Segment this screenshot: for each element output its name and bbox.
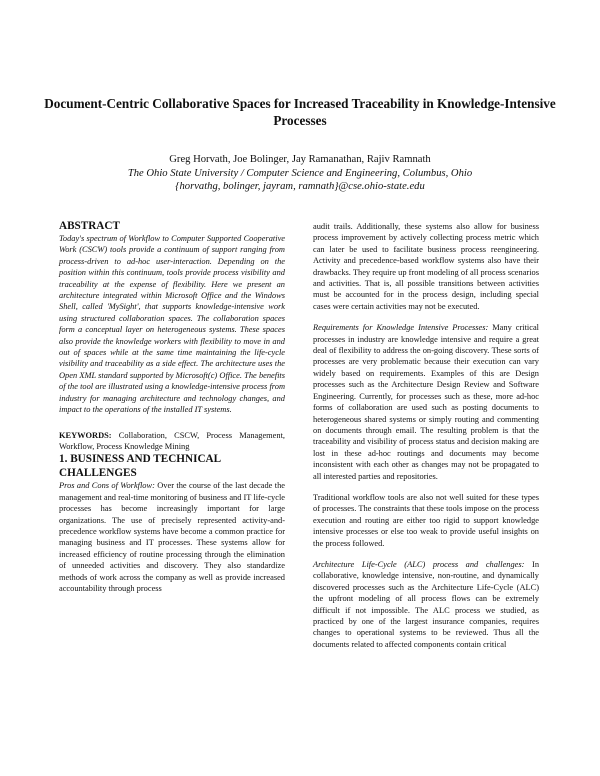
- paragraph-lead: Requirements for Knowledge Intensive Processes:: [313, 323, 489, 333]
- section-1-paragraph: [59, 480, 285, 594]
- paragraph-text: Over the course of the last decade the management and real-time monitoring of business and IT life-cycle processes has become increasingly important for large organizations. The use of precisely represented activity-and-precedence workflow systems have become a common practice for managing business and IT processes. These systems allow for increased efficiency of routine processing through the elimination of unneeded activities and discovery. They also standardize methods of work across the company as well as provide increased accountability through process: [59, 481, 285, 593]
- affiliation: The Ohio State University / Computer Science and Engineering, Columbus, Ohio: [127, 167, 473, 179]
- abstract-text: Today's spectrum of Workflow to Computer Supported Cooperative Work (CSCW) tools provide a continuum of support ranging from process-driven to ad-hoc user-interaction. Depending on the position within this continuum, tools provide process visibility and traceability at the expense of flexibility. Here we present an architecture integrated within Microsoft Office and the Windows Shell, called 'MySight', that supports knowledge-intensive work using structured collaboration spaces. The collaboration spaces form a conceptual layer on heterogeneous systems. These spaces also provide the knowledge workers with flexibility to move in and out of spaces while at the same time maintaining the life-cycle visibility and traceability as a side effect. The architecture uses the Open XML standard supported by Microsoft(c) Office. The benefits of the tool are illustrated using a knowledge-intensive process from industry for managing architecture and technology changes, and impact to the operations of the installed IT systems.: [59, 234, 285, 415]
- paragraph-lead: Pros and Cons of Workflow:: [59, 481, 155, 491]
- author-block: [44, 153, 556, 194]
- paragraph-text: In collaborative, knowledge intensive, non-routine, and dynamically discovered processes such as the Architecture Life-Cycle (ALC) the upfront modeling of all process flows can be extremely difficult if not impossible. The ALC process we studied, as practiced by one of the largest insurance companies, requires changes to operational systems to be reviewed. Thus all the documents related to affected components contain critical: [313, 559, 540, 649]
- right-paragraph-4: [313, 559, 539, 650]
- keywords: [59, 430, 285, 453]
- right-column: [313, 221, 539, 650]
- paragraph-lead: Architecture Life-Cycle (ALC) process and challenges:: [313, 559, 525, 569]
- paragraph-text: Many critical processes in industry are knowledge intensive and require a great deal of flexibility to address the on-going discovery. These sorts of processes are very problematic because their execution can vary widely based on requirements. Examples of this are Design processes such as the Architecture Design Review and Software Engineering. Currently, for processes such as these, more ad-hoc forms of collaboration are used such as posting documents to heterogeneous shared systems or simply routing and commenting on documents through email. The resulting problem is that the traceability and visibility of process status and decision making are lost in these ad-hoc routings and documents may become inconsistent with each other as changes may not be propagated to all interested parties and repositories.: [313, 323, 539, 481]
- abstract-heading: ABSTRACT: [59, 220, 120, 232]
- left-column: [59, 219, 285, 594]
- paper-title: Document-Centric Collaborative Spaces for Increased Traceability in Knowledge-Intensive Processes: [44, 96, 556, 128]
- keywords-label: KEYWORDS:: [59, 430, 112, 440]
- right-paragraph-1: audit trails. Additionally, these systems also allow for business process improvement by actively collecting process metric which can later be used to facilitate business process reengineering. Activity and precedence-based workflow systems also have their drawbacks. They require up front modeling of all process scenarios and activities. That is, all possible transitions between activities must be accounted for in the process design, including special cases were certain activities may not be executed.: [313, 222, 539, 311]
- keywords-text: Collaboration, CSCW, Process Management, Workflow, Process Knowledge Mining: [59, 430, 286, 451]
- section-1-heading: 1. BUSINESS AND TECHNICAL CHALLENGES: [59, 453, 221, 480]
- right-paragraph-3: Traditional workflow tools are also not well suited for these types of processes. The constraints that these tools impose on the process execution and routing are either too rigid to support knowledge intensive processes or else too weak to provide useful insights on the process followed.: [313, 492, 539, 548]
- author-names: Greg Horvath, Joe Bolinger, Jay Ramanathan, Rajiv Ramnath: [169, 154, 431, 165]
- right-paragraph-2: [313, 322, 539, 482]
- author-emails: {horvathg, bolinger, jayram, ramnath}@cse.ohio-state.edu: [175, 181, 425, 193]
